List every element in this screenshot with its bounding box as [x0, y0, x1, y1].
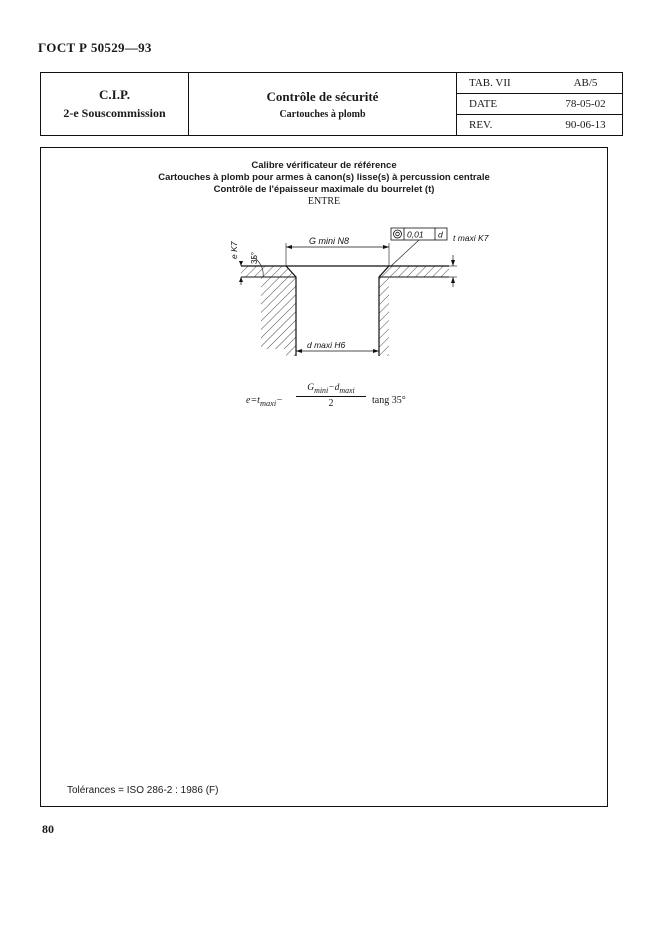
- meta-label: REV.: [469, 119, 493, 131]
- title-cell: [189, 73, 457, 136]
- gauge-outline-right: [379, 266, 449, 356]
- formula: [246, 383, 446, 413]
- tolerance-ref: d: [438, 229, 443, 240]
- meta-row-rev: [457, 115, 622, 135]
- content-frame: [40, 147, 608, 807]
- meta-label: TAB. VII: [469, 77, 511, 89]
- angle-label: 35°: [250, 251, 259, 264]
- tolerance-value: 0,01: [407, 229, 424, 240]
- meta-value: 90-06-13: [565, 119, 606, 131]
- organization-cell: [41, 73, 189, 136]
- organization-name: C.I.P.: [99, 87, 130, 102]
- caption-control: Contrôle de l'épaisseur maximale du bourrelet (t): [213, 184, 435, 195]
- g-mini-label: G mini N8: [309, 236, 350, 246]
- meta-row-tab: [457, 73, 622, 94]
- e-label: e K7: [229, 241, 239, 259]
- meta-value: 78-05-02: [565, 98, 606, 110]
- formula-denominator: 2: [328, 398, 334, 409]
- page-number: 80: [42, 822, 54, 836]
- gauge-drawing: [191, 221, 489, 371]
- document-title: Contrôle de sécurité: [266, 88, 379, 104]
- formula-tail: tang 35°: [372, 395, 406, 406]
- caption-cartridges: Cartouches à plomb pour armes à canon(s) lisse(s) à percussion centrale: [158, 172, 490, 183]
- gauge-body-left: [241, 266, 296, 356]
- t-maxi-label: t maxi K7: [453, 233, 489, 243]
- meta-cell: [457, 73, 623, 136]
- subcommission-name: 2-e Souscommission: [63, 106, 166, 120]
- concentricity-symbol-icon: [394, 230, 402, 238]
- meta-row-date: [457, 94, 622, 115]
- standard-header: ГОСТ Р 50529—93: [38, 40, 152, 55]
- caption-gauge: Calibre vérificateur de référence: [251, 160, 397, 171]
- d-maxi-label: d maxi H6: [307, 340, 346, 350]
- document-subtitle: Cartouches à plomb: [279, 108, 366, 120]
- formula-lhs: $e=t_{maxi}-$: [246, 395, 283, 408]
- formula-numerator: $G_{mini}-d_{maxi}$: [307, 383, 355, 395]
- meta-value: AB/5: [573, 77, 598, 89]
- tolerances-note: Tolérances = ISO 286-2 : 1986 (F): [67, 785, 219, 796]
- meta-label: DATE: [469, 98, 498, 110]
- gauge-body-right: [379, 266, 449, 356]
- header-table: [40, 72, 623, 136]
- caption-entre: ENTRE: [307, 196, 341, 207]
- fraction-bar: [296, 396, 366, 397]
